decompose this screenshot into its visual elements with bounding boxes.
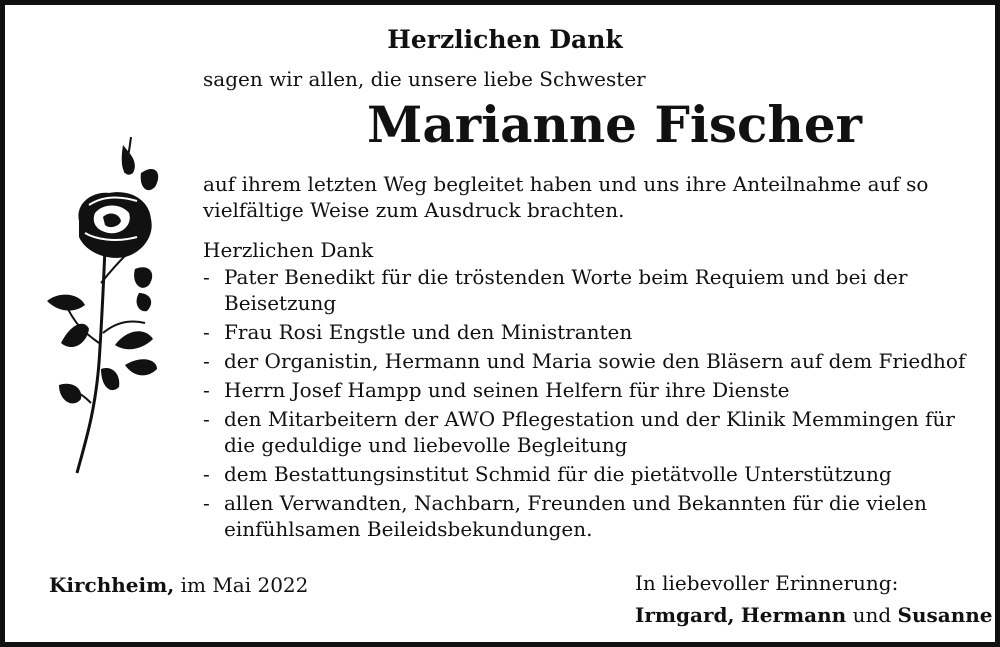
list-item	[203, 348, 973, 374]
list-item-text: allen Verwandten, Nachbarn, Freunden und Bekannten für die vielen einfühlsamen Beileidsbekundungen.	[224, 491, 927, 541]
list-item	[203, 461, 973, 487]
list-item	[203, 377, 973, 403]
notice-date: im Mai 2022	[180, 573, 309, 597]
list-item	[203, 490, 973, 542]
intro-text: sagen wir allen, die unsere liebe Schwester	[203, 67, 646, 91]
rose-icon	[45, 133, 165, 478]
list-item	[203, 319, 973, 345]
list-dash: -	[203, 265, 210, 289]
list-item-text: dem Bestattungsinstitut Schmid für die pietätvolle Unterstützung	[224, 462, 892, 486]
signer-second: Hermann	[740, 603, 847, 627]
signer-connector: und	[852, 603, 892, 627]
place-date	[49, 573, 308, 597]
signers	[635, 603, 993, 627]
list-item-text: den Mitarbeitern der AWO Pflegestation und der Klinik Memmingen für die geduldige und liebevolle Begleitung	[224, 407, 955, 457]
place-name: Kirchheim,	[49, 573, 175, 597]
list-dash: -	[203, 349, 210, 373]
list-dash: -	[203, 462, 210, 486]
list-item-text: der Organistin, Hermann und Maria sowie den Bläsern auf dem Friedhof	[224, 349, 966, 373]
list-item-text: Frau Rosi Engstle und den Ministranten	[224, 320, 633, 344]
signer-first: Irmgard,	[635, 603, 735, 627]
list-dash: -	[203, 320, 210, 344]
list-dash: -	[203, 491, 210, 515]
list-dash: -	[203, 378, 210, 402]
list-item-text: Herrn Josef Hampp und seinen Helfern für ihre Dienste	[224, 378, 790, 402]
list-dash: -	[203, 407, 210, 431]
memory-line: In liebevoller Erinnerung:	[635, 571, 899, 595]
thanks-heading: Herzlichen Dank	[203, 238, 374, 262]
list-item	[203, 406, 973, 458]
thanks-list	[203, 264, 973, 545]
notice-title: Herzlichen Dank	[387, 25, 623, 54]
list-item-text: Pater Benedikt für die tröstenden Worte beim Requiem und bei der Beisetzung	[224, 265, 908, 315]
list-item	[203, 264, 973, 316]
signer-third: Susanne	[897, 603, 993, 627]
deceased-name: Marianne Fischer	[367, 95, 862, 154]
body-paragraph: auf ihrem letzten Weg begleitet haben und uns ihre Anteilnahme auf so vielfältige Weise zum Ausdruck brachten.	[203, 172, 929, 222]
